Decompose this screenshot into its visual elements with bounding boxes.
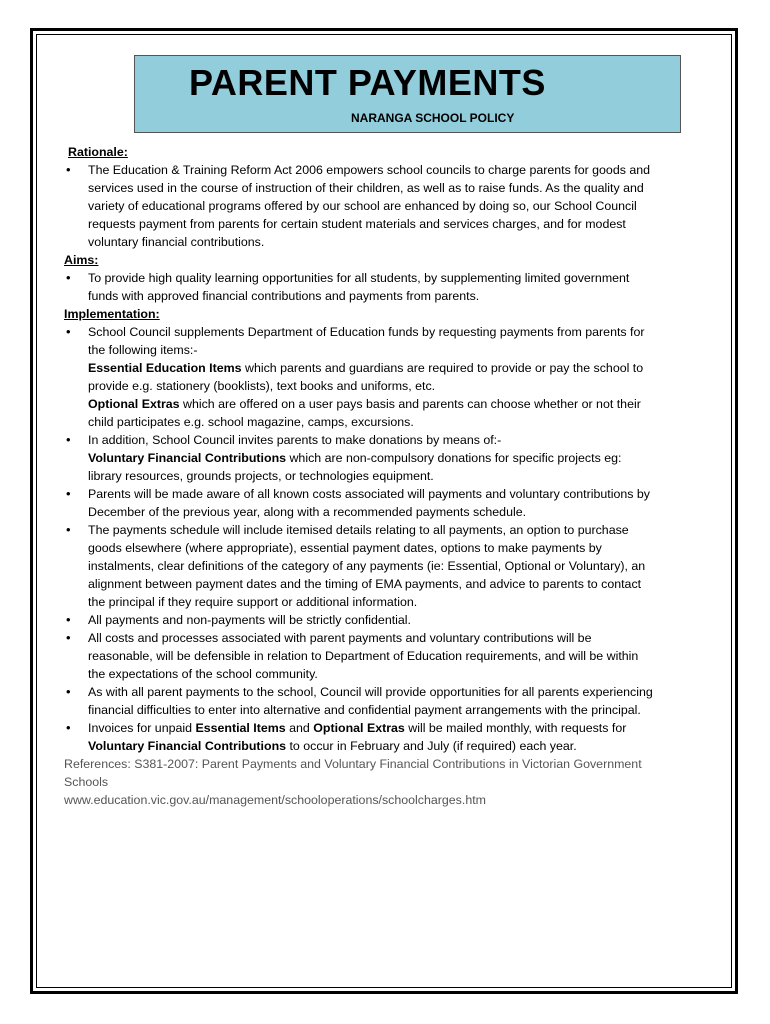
- voluntary-contributions-paragraph: [88, 449, 654, 485]
- title-banner: [134, 55, 681, 133]
- optional-extras-term: Optional Extras: [313, 721, 405, 735]
- rationale-bullet: • The Education & Training Reform Act 2006 empowers school councils to charge parents for goods and services used in the course of instruction of their children, as well as to raise funds. As the quality and variety of educational programs offered by our school are enhanced by doing so, our School Council requests payment from parents for certain student materials and services charges, and for modest voluntary financial contributions.: [64, 161, 654, 251]
- policy-body: [64, 143, 654, 809]
- list-item: [64, 431, 654, 485]
- implementation-list: [64, 323, 654, 755]
- voluntary-contributions-text: which are non-compulsory donations for specific projects eg: library resources, grounds projects, or technologies equipment.: [88, 451, 622, 483]
- rationale-heading: Rationale:: [68, 145, 128, 159]
- payments-intro: • School Council supplements Department of Education funds by requesting payments from parents for the following items:-: [88, 325, 645, 357]
- list-item: [64, 323, 654, 431]
- aims-list: [64, 269, 654, 305]
- references-url[interactable]: www.education.vic.gov.au/management/schooloperations/schoolcharges.htm: [64, 793, 486, 807]
- essential-items-paragraph: [88, 359, 654, 395]
- voluntary-contributions-term: Voluntary Financial Contributions: [88, 451, 287, 465]
- essential-items-term: Essential Education Items: [88, 361, 242, 375]
- list-item: • All payments and non-payments will be strictly confidential.: [64, 611, 654, 629]
- donations-intro: • In addition, School Council invites parents to make donations by means of:-: [88, 433, 502, 447]
- essential-items-text: which parents and guardians are required to provide or pay the school to provide e.g. stationery (booklists), text books and uniforms, etc.: [88, 361, 644, 393]
- list-item: [64, 719, 654, 755]
- invoice-text-2: and: [285, 721, 314, 735]
- list-item: • The payments schedule will include itemised details relating to all payments, an option to purchase goods elsewhere (where appropriate), essential payment dates, options to make payments by instalments, clear definitions of the category of any payments (ie: Essential, Optional or Voluntary), an alignment between payment dates and the timing of EMA payments, and advice to parents to contact the principal if they require support or additional information.: [64, 521, 654, 611]
- essential-items-term: Essential Items: [195, 721, 286, 735]
- implementation-heading: Implementation:: [64, 307, 160, 321]
- references-text: References: S381-2007: Parent Payments and Voluntary Financial Contributions in Victorian Government Schools: [64, 757, 642, 789]
- list-item: • As with all parent payments to the school, Council will provide opportunities for all parents experiencing financial difficulties to enter into alternative and confidential payment arrangements with the principal.: [64, 683, 654, 719]
- aims-heading: Aims:: [64, 253, 99, 267]
- page-title: PARENT PAYMENTS: [189, 62, 546, 103]
- aims-bullet: • To provide high quality learning opportunities for all students, by supplementing limited government funds with approved financial contributions and payments from parents.: [64, 269, 654, 305]
- list-item: • All costs and processes associated with parent payments and voluntary contributions will be reasonable, will be defensible in relation to Department of Education requirements, and will be within the expectations of the school community.: [64, 629, 654, 683]
- invoice-text-1: Invoices for unpaid: [88, 721, 196, 735]
- rationale-list: [64, 161, 654, 251]
- optional-extras-text: which are offered on a user pays basis and parents can choose whether or not their child participates e.g. school magazine, camps, excursions.: [88, 397, 641, 429]
- voluntary-contributions-term: Voluntary Financial Contributions: [88, 739, 287, 753]
- optional-extras-term: Optional Extras: [88, 397, 180, 411]
- invoice-text-3: will be mailed monthly, with requests for: [404, 721, 627, 735]
- invoice-text-4: to occur in February and July (if required) each year.: [286, 739, 577, 753]
- list-item: • Parents will be made aware of all known costs associated will payments and voluntary contributions by December of the previous year, along with a recommended payments schedule.: [64, 485, 654, 521]
- page-subtitle: NARANGA SCHOOL POLICY: [351, 111, 515, 125]
- optional-extras-paragraph: [88, 395, 654, 431]
